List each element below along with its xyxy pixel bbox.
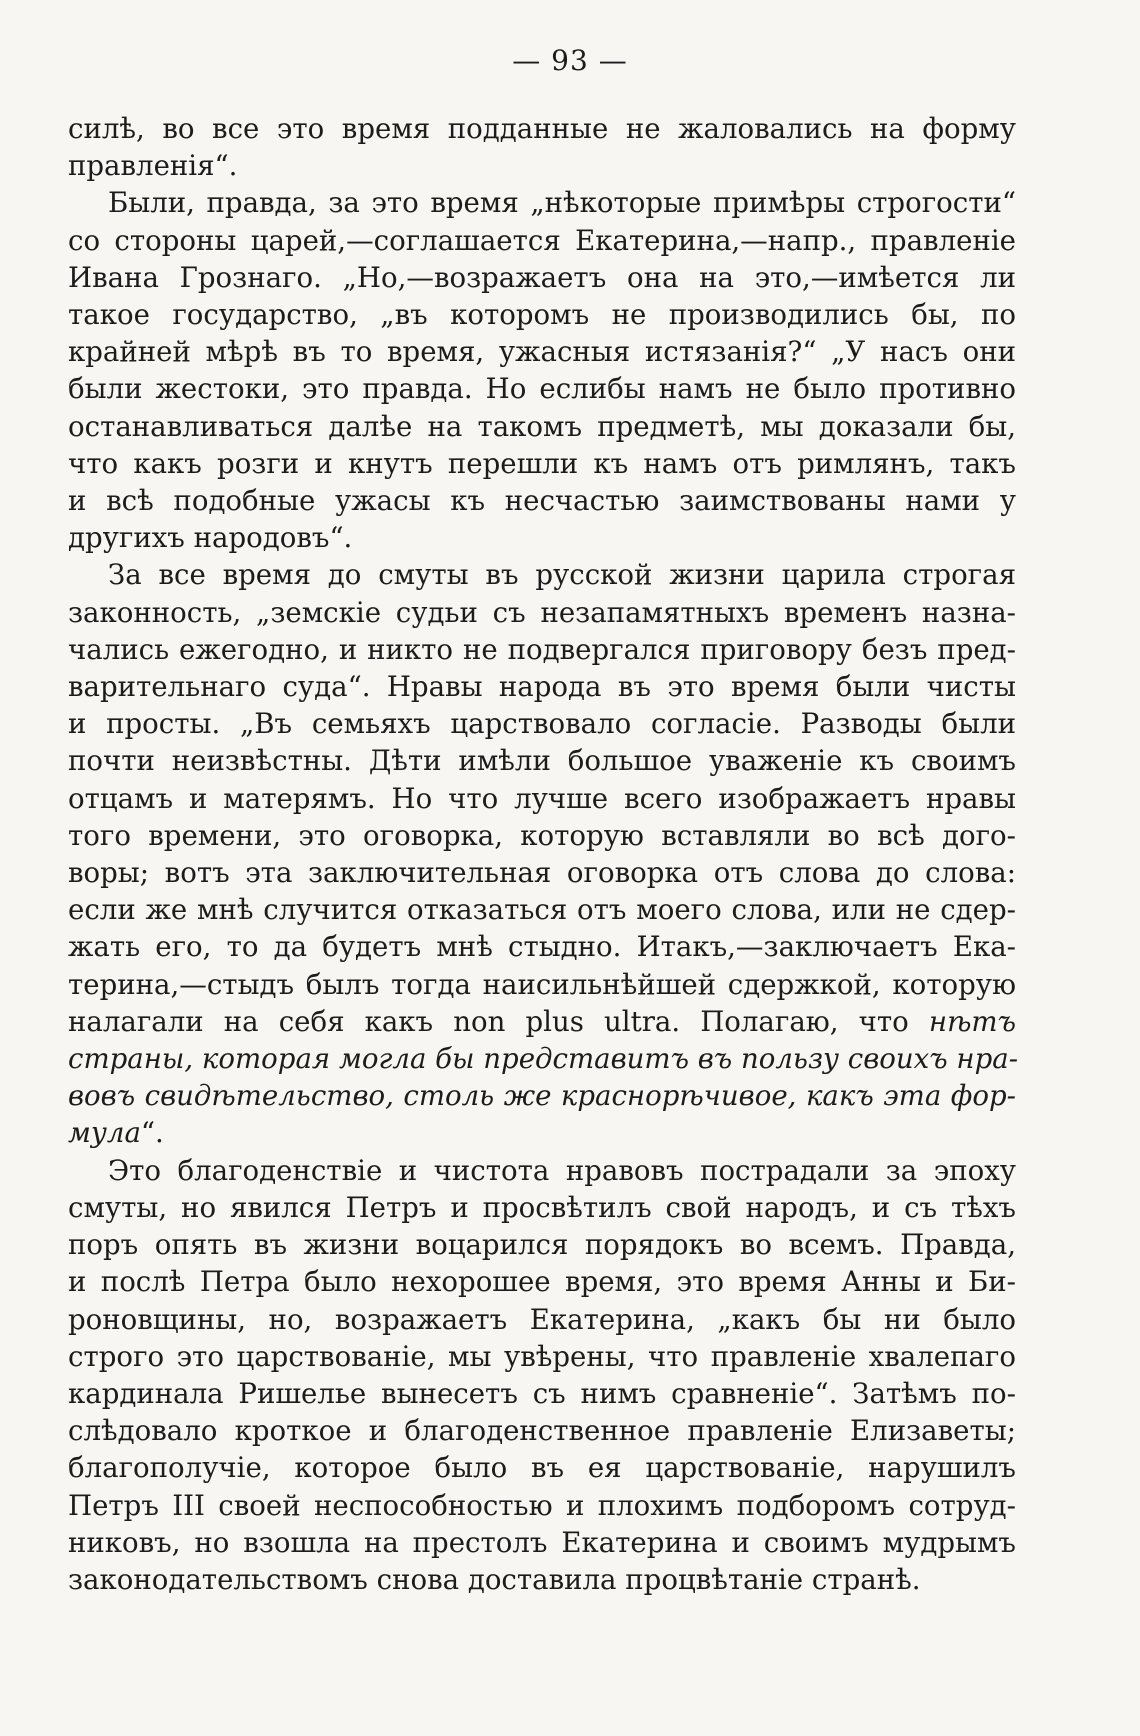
text-line: были жестоки, это правда. Но еслибы намъ не было противно [68, 372, 1016, 406]
italic-segment: нѣтъ [928, 1004, 1016, 1038]
text-line: чались ежегодно, и никто не подвергался приговору безъ пред- [68, 632, 1016, 666]
page-number: — 93 — [512, 44, 628, 77]
text-line: со стороны царей,—соглашается Екатерина,—напр., правленіе [68, 223, 1016, 257]
closing-quote: “. [140, 1116, 164, 1150]
text-line: никовъ, но взошла на престолъ Екатерина и своимъ мудрымъ [68, 1525, 1016, 1559]
paragraph-2 [68, 184, 1016, 556]
text-line: кардинала Ришелье вынесетъ съ нимъ сравненіе“. Затѣмъ по- [68, 1376, 1016, 1410]
text-line: жать его, то да будетъ мнѣ стыдно. Итакъ,—заключаетъ Ека- [68, 930, 1016, 964]
italic-line: страны, которая могла бы представитъ въ пользу своихъ нра- [68, 1042, 1019, 1076]
text-segment: налагали на себя какъ non plus ultra. Полагаю, что [68, 1004, 909, 1038]
text-line: почти неизвѣстны. Дѣти имѣли большое уваженіе къ своимъ [68, 744, 1016, 778]
text-line: терина,—стыдъ былъ тогда наисильнѣйшей сдержкой, которую [68, 967, 1016, 1001]
text-line: Это благоденствіе и чистота нравовъ пострадали за эпоху [108, 1153, 1016, 1187]
text-line: роновщины, но, возражаетъ Екатерина, „какъ бы ни было [68, 1302, 1016, 1336]
text-line: правленія“. [68, 149, 238, 183]
text-line: слѣдовало кроткое и благоденственное правленіе Елизаветы; [68, 1414, 1016, 1448]
text-line: законодательствомъ снова доставила процвѣтаніе странѣ. [68, 1562, 921, 1596]
text-line: варительнаго суда“. Нравы народа въ это время были чисты [68, 670, 1016, 704]
text-line: другихъ народовъ“. [68, 521, 353, 555]
text-line: За все время до смуты въ русской жизни царила строгая [108, 558, 1016, 592]
text-line: Ивана Грознаго. „Но,—возражаетъ она на это,—имѣется ли [68, 260, 1016, 294]
text-line: того времени, это оговорка, которую вставляли во всѣ дого- [68, 818, 1016, 852]
text-line: силѣ, во все это время подданные не жаловались на форму [68, 112, 1016, 145]
text-line: крайней мѣрѣ въ то время, ужасныя истязанія?“ „У насъ они [68, 335, 1016, 369]
body-text [68, 110, 1019, 1598]
text-line: поръ опять въ жизни воцарился порядокъ во всемъ. Правда, [68, 1228, 1016, 1262]
text-line-with-italic [68, 1003, 1016, 1040]
text-line: и просты. „Въ семьяхъ царствовало согласіе. Разводы были [68, 707, 1016, 741]
text-line: если же мнѣ случится отказаться отъ моего слова, или не сдер- [68, 893, 1016, 927]
text-line: воры; вотъ эта заключительная оговорка отъ слова до слова: [68, 856, 1016, 890]
text-line: законность, „земскіе судьи съ незапамятныхъ временъ назна- [68, 595, 1016, 629]
text-line-with-italic [68, 1114, 1016, 1151]
italic-segment: мула [68, 1116, 141, 1150]
text-line: и послѣ Петра было нехорошее время, это время Анны и Би- [68, 1265, 1016, 1299]
text-line: такое государство, „въ которомъ не производились бы, по [68, 298, 1016, 332]
paragraph-1 [68, 110, 1016, 184]
paragraph-3 [68, 556, 1019, 1151]
text-line: Петръ III своей неспособностью и плохимъ подборомъ сотруд- [68, 1488, 1016, 1522]
text-line: отцамъ и матерямъ. Но что лучше всего изображаетъ нравы [68, 781, 1016, 815]
italic-line: вовъ свидѣтельство, столь же краснорѣчивое, какъ эта фор- [68, 1079, 1016, 1113]
text-line: останавливаться далѣе на такомъ предметѣ, мы доказали бы, [68, 409, 1016, 443]
text-line: что какъ розги и кнутъ перешли къ намъ отъ римлянъ, такъ [68, 446, 1016, 480]
text-line: строго это царствованіе, мы увѣрены, что правленіе хвалепаго [68, 1339, 1016, 1373]
paragraph-4 [68, 1152, 1016, 1598]
text-line: благополучіе, которое было въ ея царствованіе, нарушилъ [68, 1451, 1016, 1485]
text-line: смуты, но явился Петръ и просвѣтилъ свой народъ, и съ тѣхъ [68, 1190, 1016, 1224]
text-line: и всѣ подобные ужасы къ несчастью заимствованы нами у [68, 484, 1016, 518]
text-line: Были, правда, за это время „нѣкоторые примѣры строгости“ [108, 186, 1016, 220]
